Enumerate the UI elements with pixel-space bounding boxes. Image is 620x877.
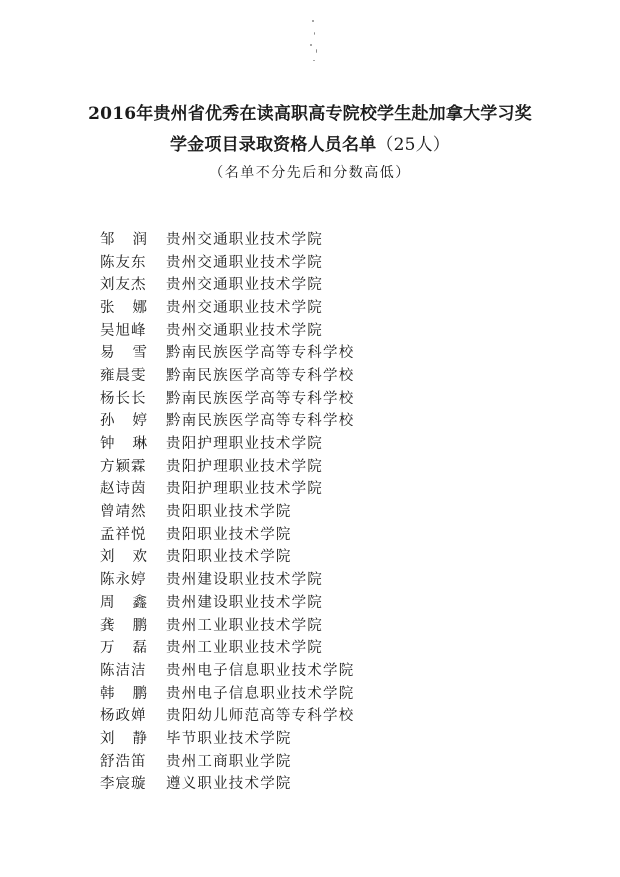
person-school: 贵州工商职业学院 [166,753,292,770]
document-title-text: 学金项目录取资格人员名单 [169,135,377,155]
person-name: 陈友东 [100,254,147,271]
person-name: 杨政婵 [100,708,147,725]
person-name: 赵诗茵 [100,481,147,498]
list-item [100,318,520,341]
person-name: 陈洁洁 [100,662,147,679]
person-school: 贵州交通职业技术学院 [166,231,323,248]
person-school: 贵州工业职业技术学院 [166,640,323,657]
list-item [100,227,520,250]
list-item [100,681,520,704]
list-item [100,409,520,432]
person-school: 贵阳幼儿师范高等专科学校 [166,708,355,725]
person-name: 刘友杰 [100,277,147,294]
person-school: 贵阳职业技术学院 [166,504,292,521]
list-item [100,772,520,795]
person-name: 孙婷 [100,413,165,430]
person-name: 李宸璇 [100,776,147,793]
list-item [100,272,520,295]
person-name: 雍晨雯 [100,367,147,384]
person-school: 黔南民族医学高等专科学校 [166,345,355,362]
person-school: 黔南民族医学高等专科学校 [166,367,355,384]
person-name: 邹润 [100,231,165,248]
person-name: 舒浩笛 [100,753,147,770]
scan-specks [300,18,330,68]
list-item [100,567,520,590]
list-item [100,749,520,772]
person-name: 刘欢 [100,549,165,566]
list-item [100,658,520,681]
person-school: 黔南民族医学高等专科学校 [166,413,355,430]
person-name: 周鑫 [100,594,165,611]
person-school: 贵州交通职业技术学院 [166,322,323,339]
list-item [100,250,520,273]
person-school: 黔南民族医学高等专科学校 [166,390,355,407]
person-name: 刘静 [100,730,165,747]
list-item [100,499,520,522]
person-school: 贵州电子信息职业技术学院 [166,685,355,702]
person-name: 韩鹏 [100,685,165,702]
person-school: 贵阳职业技术学院 [166,526,292,543]
person-name: 易雪 [100,345,165,362]
person-name: 吴旭峰 [100,322,147,339]
document-title-line-1: 2016年贵州省优秀在读高职高专院校学生赴加拿大学习奖 [88,104,532,124]
person-name: 钟琳 [100,436,165,453]
person-name: 孟祥悦 [100,526,147,543]
person-name: 曾靖然 [100,504,147,521]
person-name: 方颖霖 [100,458,147,475]
document-title-count: （25人） [376,135,451,155]
person-school: 贵州交通职业技术学院 [166,299,323,316]
person-school: 贵阳护理职业技术学院 [166,458,323,475]
list-item [100,386,520,409]
person-name: 龚鹏 [100,617,165,634]
person-name: 张娜 [100,299,165,316]
document-title-line-2 [0,130,620,155]
person-school: 贵州交通职业技术学院 [166,277,323,294]
list-item [100,590,520,613]
list-item [100,363,520,386]
person-school: 贵阳护理职业技术学院 [166,481,323,498]
document-subtitle: （名单不分先后和分数高低） [209,165,411,181]
person-school: 毕节职业技术学院 [166,730,292,747]
person-school: 贵州电子信息职业技术学院 [166,662,355,679]
list-item [100,477,520,500]
people-list [100,227,520,794]
person-school: 贵阳职业技术学院 [166,549,292,566]
list-item [100,613,520,636]
list-item [100,545,520,568]
list-item [100,726,520,749]
person-school: 贵州建设职业技术学院 [166,594,323,611]
person-school: 贵州工业职业技术学院 [166,617,323,634]
list-item [100,431,520,454]
person-name: 杨长长 [100,390,147,407]
list-item [100,454,520,477]
list-item [100,703,520,726]
person-school: 遵义职业技术学院 [166,776,292,793]
person-school: 贵州建设职业技术学院 [166,572,323,589]
list-item [100,295,520,318]
list-item [100,340,520,363]
person-name: 万磊 [100,640,165,657]
person-name: 陈永婷 [100,572,147,589]
list-item [100,522,520,545]
list-item [100,635,520,658]
person-school: 贵阳护理职业技术学院 [166,436,323,453]
person-school: 贵州交通职业技术学院 [166,254,323,271]
